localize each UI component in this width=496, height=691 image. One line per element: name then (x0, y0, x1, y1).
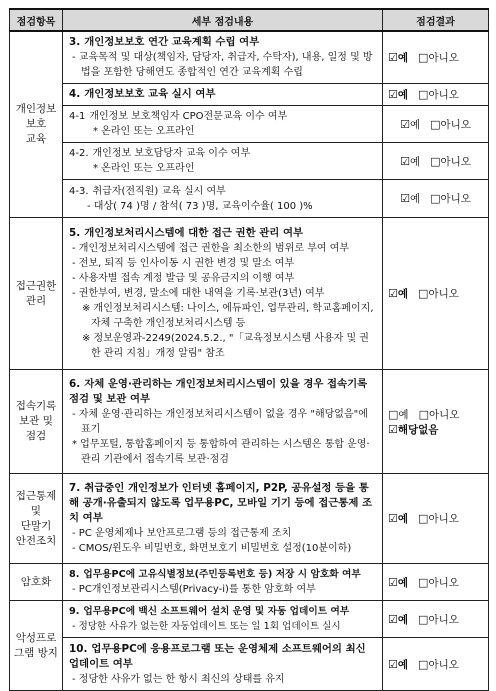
item-title-text: 업무용PC에 백신 소프트웨어 설치 운영 및 자동 업데이트 여부 (83, 606, 350, 617)
row-4 (10, 84, 489, 106)
checked-checkbox-icon[interactable]: ☑ (388, 51, 398, 64)
result-9 (383, 601, 489, 638)
row-10 (10, 638, 489, 691)
result-10 (383, 638, 489, 691)
unchecked-checkbox-icon[interactable]: □ (418, 575, 429, 589)
category-access (10, 218, 63, 370)
item-title-text: 취급자(전직원) 교육 실시 여부 (92, 185, 226, 197)
row-5 (10, 218, 489, 370)
result-option-label: 예 (397, 576, 409, 589)
result-option-no[interactable] (418, 52, 459, 64)
header-category: 점검항목 (10, 9, 63, 31)
result-option-label: 아니오 (428, 513, 459, 525)
row-7 (10, 474, 489, 564)
detail-6 (63, 370, 383, 474)
result-option-label: 아니오 (428, 408, 460, 421)
detail-4-1 (63, 106, 383, 143)
result-option-label: 아니오 (428, 658, 459, 671)
checklist-table (9, 8, 489, 691)
result-option-label: 예 (398, 408, 409, 421)
result-4-1 (383, 106, 489, 143)
item-note: ※ 개인정보처리시스템: 나이스, 에듀파인, 업무관리, 학교홈페이지, 자체 구축한 개인정보처리시스템 등 (82, 303, 374, 329)
result-option-label: 예 (409, 193, 421, 205)
result-option-na[interactable] (388, 424, 438, 436)
item-number: 10. (69, 642, 88, 655)
category-education (10, 31, 63, 218)
category-label: 접속기록 보관 및 점검 (15, 400, 57, 442)
item-line: - PC개인정보관리시스템(Privacy-i)를 통한 암호화 여부 (72, 584, 316, 595)
item-title (69, 184, 378, 199)
category-label: 개인정보 보호 교육 (15, 103, 57, 145)
category-malware (10, 601, 63, 691)
item-note: * 온라인 또는 오프라인 (93, 163, 195, 174)
unchecked-checkbox-icon[interactable]: □ (430, 192, 441, 205)
row-3 (10, 31, 489, 84)
result-option-label: 예 (397, 52, 409, 64)
result-option-yes[interactable] (388, 409, 409, 421)
detail-7 (63, 474, 383, 564)
result-option-label: 아니오 (428, 613, 459, 626)
item-number: 9. (69, 606, 80, 617)
detail-4-3 (63, 180, 383, 218)
detail-9 (63, 601, 383, 638)
detail-8 (63, 564, 383, 601)
result-3 (383, 31, 489, 84)
item-number: 6. (69, 377, 81, 390)
result-option-yes[interactable] (400, 193, 420, 205)
result-option-no[interactable] (419, 409, 460, 421)
result-option-no[interactable] (418, 288, 459, 300)
item-number: 7. (69, 482, 81, 494)
checked-checkbox-icon[interactable]: ☑ (388, 512, 398, 525)
result-option-yes[interactable] (388, 89, 408, 101)
result-option-label: 예 (397, 513, 409, 525)
item-note: ※ 정보운영과-2249(2024.5.2., "「교육정보시스템 사용자 및 권한 관리 지침」개정 알림" 참조 (82, 333, 369, 359)
item-number: 4-2. (69, 148, 89, 159)
detail-10 (63, 638, 383, 691)
result-option-no[interactable] (418, 513, 459, 525)
result-option-label: 아니오 (428, 52, 459, 64)
item-title-text: 개인정보보호 연간 교육계획 수립 여부 (84, 36, 260, 48)
item-title-text: 취급중인 개인정보가 인터넷 홈페이지, P2P, 공유설정 등을 통해 공개·유출되지 않도록 업무용PC, 모바일 기기 등에 접근통제 조치 여부 (69, 482, 373, 524)
item-title (69, 377, 378, 407)
checked-checkbox-icon[interactable]: ☑ (388, 657, 398, 671)
result-option-label: 예 (397, 89, 409, 101)
category-label: 악성프로 그램 방지 (14, 631, 58, 659)
item-line: - 권한부여, 변경, 말소에 대한 내역을 기록·보관(3년) 여부 (72, 288, 325, 299)
item-title (69, 146, 378, 161)
detail-4 (63, 84, 383, 106)
category-encryption (10, 564, 63, 601)
result-4-2 (383, 143, 489, 180)
item-title-text: 개인정보 보호책임자 CPO전문교육 이수 여부 (89, 111, 288, 122)
checked-checkbox-icon[interactable]: ☑ (388, 88, 398, 101)
result-option-label: 예 (409, 155, 421, 168)
detail-5 (63, 218, 383, 370)
row-4-1 (10, 106, 489, 143)
result-option-label: 아니오 (428, 576, 459, 589)
unchecked-checkbox-icon[interactable]: □ (418, 287, 429, 300)
result-8 (383, 564, 489, 601)
checked-checkbox-icon[interactable]: ☑ (388, 575, 398, 589)
result-option-label: 아니오 (440, 118, 471, 131)
row-8 (10, 564, 489, 601)
result-4 (383, 84, 489, 106)
item-line: - CMOS/윈도우 비밀번호, 화면보호기 비밀번호 설정(10분이하) (72, 543, 352, 554)
category-log (10, 370, 63, 474)
item-line: - 교육목적 및 대상(책임자, 담당자, 취급자, 수탁자), 내용, 일정 및 방법을 포함한 당해연도 종합적인 연간 교육계획 수립 (72, 52, 373, 78)
item-title-text: 자체 운영·관리하는 개인정보처리시스템이 있을 경우 접속기록 점검 및 보관 여부 (69, 377, 368, 405)
item-title (69, 604, 378, 619)
item-line: - 정당한 사유가 없는 한 항시 최신의 상태를 유지 (72, 673, 285, 685)
item-title (69, 567, 378, 582)
item-line: - 자체 운영·관리하는 개인정보처리시스템이 없을 경우 "해당없음"에 표기 (72, 408, 368, 435)
item-number: 3. (69, 36, 81, 48)
row-6 (10, 370, 489, 474)
unchecked-checkbox-icon[interactable]: □ (418, 512, 429, 525)
row-4-2 (10, 143, 489, 180)
item-title-text: 개인정보보호 교육 실시 여부 (84, 88, 216, 100)
result-option-label: 예 (397, 658, 409, 671)
item-line: - 사용자별 접속 계정 발급 및 공유금지의 이행 여부 (72, 273, 295, 284)
category-label: 접근권한 관리 (15, 279, 57, 307)
detail-4-2 (63, 143, 383, 180)
result-option-label: 아니오 (428, 89, 459, 101)
header-result: 점검결과 (383, 9, 489, 31)
item-number: 4. (69, 88, 81, 100)
item-title-text: 업무용PC에 응용프로그램 또는 운영체제 소프트웨어의 최신 업데이트 여부 (69, 642, 366, 670)
header-detail: 세부 점검내용 (63, 9, 383, 31)
item-line: - PC 운영체제나 보안프로그램 등의 접근통제 조치 (72, 528, 292, 539)
category-label: 암호화 (20, 575, 52, 588)
item-title-text: 개인정보 보호담당자 교육 이수 여부 (92, 148, 251, 159)
result-option-no[interactable] (418, 614, 459, 626)
result-option-yes[interactable] (388, 614, 408, 626)
row-9 (10, 601, 489, 638)
item-number: 8. (69, 569, 80, 580)
item-title-text: 개인정보처리시스템에 대한 접근 권한 관리 여부 (84, 227, 304, 239)
item-line: - 정당한 사유가 없는한 자동업데이트 또는 일 1회 업데이트 실시 (72, 621, 341, 632)
header-row (10, 9, 489, 31)
unchecked-checkbox-icon[interactable]: □ (418, 51, 429, 64)
item-note: - 대상( 74 )명 / 참석( 73 )명, 교육이수율( 100 )% (87, 200, 313, 212)
item-number: 4-3. (69, 185, 89, 197)
result-option-label: 예 (397, 288, 409, 300)
checked-checkbox-icon[interactable]: ☑ (388, 287, 398, 300)
result-option-yes[interactable] (400, 156, 420, 168)
checked-checkbox-icon[interactable]: ☑ (388, 612, 398, 626)
item-title-text: 업무용PC에 고유식별정보(주민등록번호 등) 저장 시 암호화 여부 (83, 569, 361, 580)
result-option-yes[interactable] (388, 288, 408, 300)
item-number: 4-1 (69, 111, 86, 122)
item-title (69, 642, 378, 672)
result-option-no[interactable] (418, 577, 459, 589)
row-4-3 (10, 180, 489, 218)
result-option-label: 아니오 (428, 288, 459, 300)
result-option-yes[interactable] (388, 513, 408, 525)
item-line: - 개인정보처리시스템에 접근 권한을 최소한의 범위로 부여 여부 (72, 243, 350, 254)
unchecked-checkbox-icon[interactable]: □ (388, 407, 399, 421)
result-option-label: 예 (397, 613, 409, 626)
item-note: * 업무포털, 통합홈페이지 등 통합하여 관리하는 시스템은 통합 운영·관리 기관에서 접속기록 보관·점검 (72, 438, 370, 465)
item-line: - 전보, 퇴직 등 인사이동 시 권한 변경 및 말소 여부 (72, 258, 295, 269)
result-option-yes[interactable] (400, 119, 420, 131)
unchecked-checkbox-icon[interactable]: □ (418, 657, 429, 671)
result-option-no[interactable] (418, 89, 459, 101)
result-option-no[interactable] (430, 156, 471, 168)
result-option-no[interactable] (430, 119, 471, 131)
result-option-label: 해당없음 (397, 423, 439, 436)
unchecked-checkbox-icon[interactable]: □ (430, 117, 441, 131)
item-title (69, 109, 378, 124)
result-option-no[interactable] (430, 193, 471, 205)
result-option-yes[interactable] (388, 52, 408, 64)
result-option-label: 아니오 (440, 155, 471, 168)
result-7 (383, 474, 489, 564)
result-option-label: 예 (409, 118, 421, 131)
unchecked-checkbox-icon[interactable]: □ (418, 88, 429, 101)
item-number: 5. (69, 227, 81, 239)
item-title (69, 87, 378, 102)
result-option-no[interactable] (418, 659, 459, 671)
detail-3 (63, 31, 383, 84)
item-title (69, 226, 378, 241)
checked-checkbox-icon[interactable]: ☑ (400, 117, 410, 131)
checked-checkbox-icon[interactable]: ☑ (400, 154, 410, 168)
item-title (69, 481, 378, 526)
result-option-label: 아니오 (440, 193, 471, 205)
result-option-yes[interactable] (388, 577, 408, 589)
category-label: 접근통제 및 단말기 안전조치 (15, 489, 57, 547)
category-control (10, 474, 63, 564)
result-6 (383, 370, 489, 474)
unchecked-checkbox-icon[interactable]: □ (418, 612, 429, 626)
checked-checkbox-icon[interactable]: ☑ (388, 422, 398, 436)
item-title (69, 35, 378, 50)
unchecked-checkbox-icon[interactable]: □ (430, 154, 441, 168)
result-4-3 (383, 180, 489, 218)
checked-checkbox-icon[interactable]: ☑ (400, 192, 410, 205)
result-5 (383, 218, 489, 370)
result-option-yes[interactable] (388, 659, 408, 671)
unchecked-checkbox-icon[interactable]: □ (418, 407, 429, 421)
item-note: * 온라인 또는 오프라인 (93, 126, 195, 137)
